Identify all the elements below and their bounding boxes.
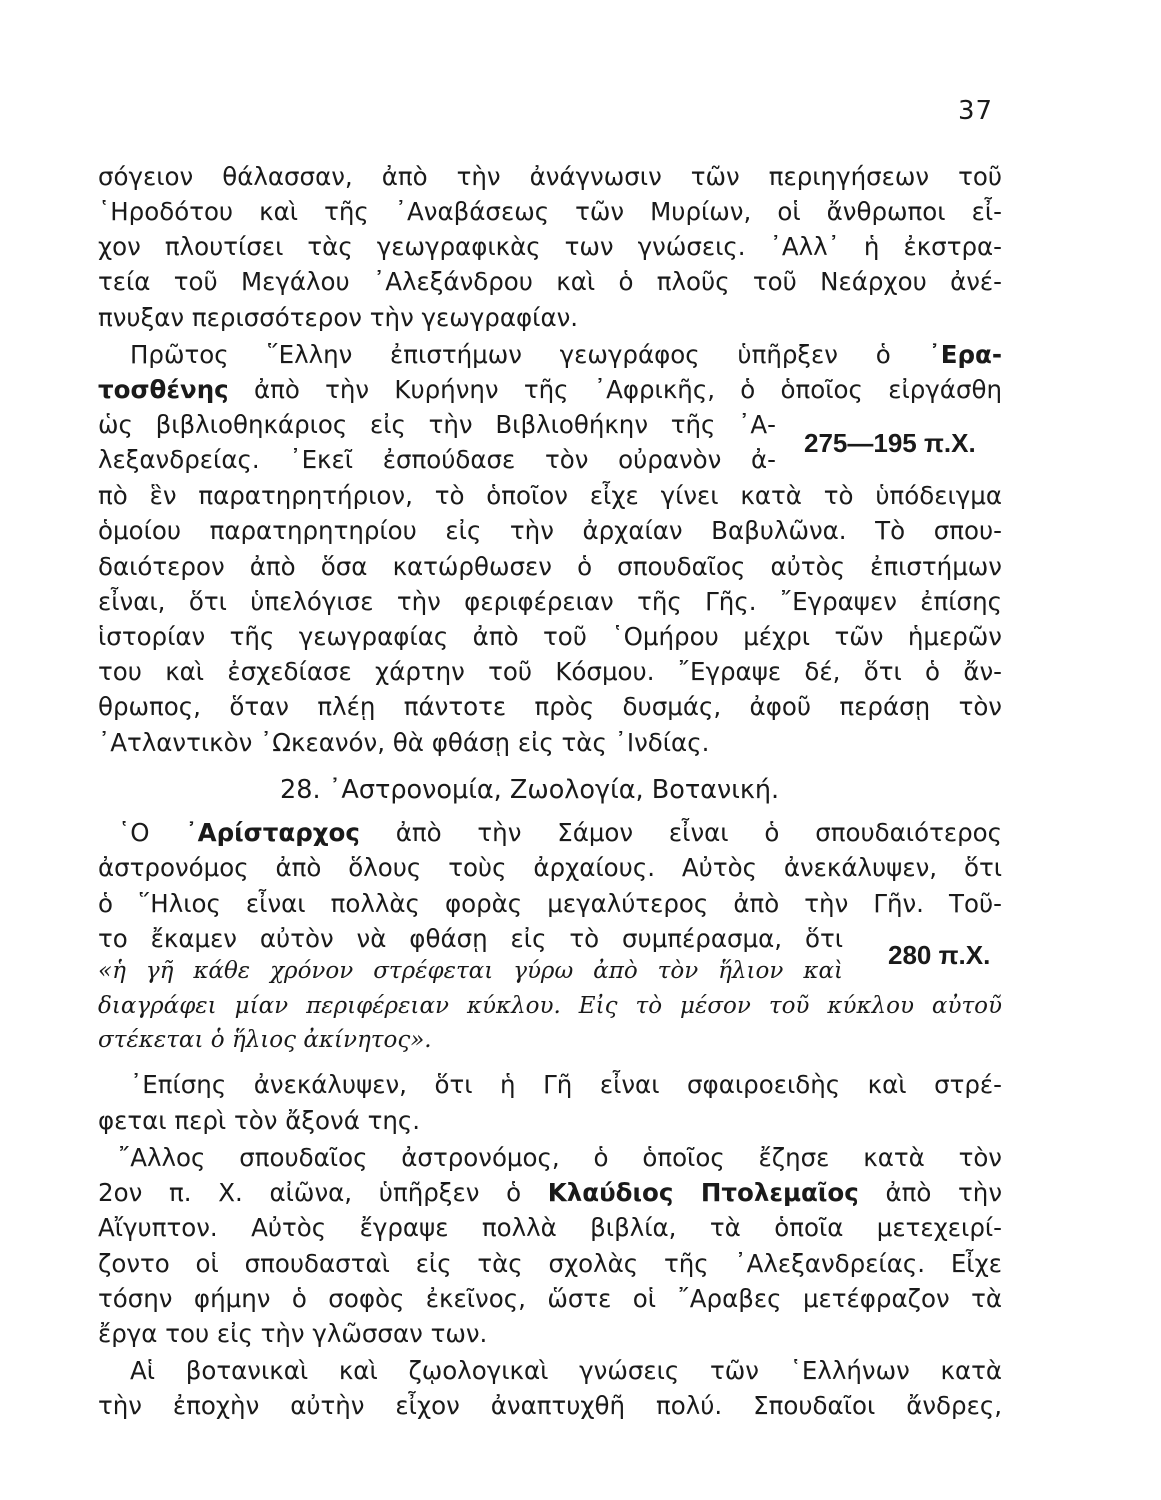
- text-span: ἀπὸ τὴν: [858, 1178, 1003, 1207]
- text-line: [98, 375, 1002, 404]
- text-line: σόγειον θάλασσαν, ἀπὸ τὴν ἀνάγνωσιν τῶν περιηγήσεων τοῦ: [98, 162, 1002, 191]
- text-line: λεξανδρείας. ᾿Εκεῖ ἐσπούδασε τὸν οὐρανὸν ἀ-: [98, 445, 776, 474]
- eratosthenes-name: τοσθένης: [98, 375, 229, 404]
- text-line: θρωπος, ὅταν πλέῃ πάντοτε πρὸς δυσμάς, ἀφοῦ περάσῃ τὸν: [98, 692, 1002, 721]
- text-span: ἀπὸ τὴν Σάμον εἶναι ὁ σπουδαιότερος: [359, 818, 1002, 847]
- text-line: ἱστορίαν τῆς γεωγραφίας ἀπὸ τοῦ ῾Ομήρου μέχρι τῶν ἡμερῶν: [98, 622, 1002, 651]
- text-line: ὁ ῞Ηλιος εἶναι πολλὰς φορὰς μεγαλύτερος ἀπὸ τὴν Γῆν. Τοῦ-: [98, 889, 1002, 918]
- text-span: Πρῶτος ῞Ελλην ἐπιστήμων γεωγράφος ὑπῆρξεν ὁ: [130, 340, 929, 369]
- quote-line: διαγράφει μίαν περιφέρειαν κύκλου. Εἰς τὸ μέσον τοῦ κύκλου αὐτοῦ: [98, 993, 1002, 1019]
- text-line: ζοντο οἱ σπουδασταὶ εἰς τὰς σχολὰς τῆς ᾿Αλεξανδρείας. Εἶχε: [98, 1249, 1002, 1278]
- margin-date: 280 π.Χ.: [888, 940, 991, 970]
- text-line: [118, 818, 1002, 847]
- margin-date: 275—195 π.Χ.: [804, 428, 976, 458]
- text-line: ἀστρονόμος ἀπὸ ὅλους τοὺς ἀρχαίους. Αὐτὸς ἀνεκάλυψεν, ὅτι: [98, 853, 1002, 882]
- text-line: Αἱ βοτανικαὶ καὶ ζῳολογικαὶ γνώσεις τῶν ῾Ελλήνων κατὰ: [130, 1356, 1002, 1385]
- section-heading: 28. ᾿Αστρονομία, Ζωολογία, Βοτανική.: [280, 775, 780, 805]
- aristarchus-name: ᾿Αρίσταρχος: [185, 818, 360, 847]
- text-line: χον πλουτίσει τὰς γεωγραφικὰς των γνώσεις. ᾿Αλλ᾿ ἡ ἐκστρα-: [98, 232, 1002, 261]
- text-line: ῎Αλλος σπουδαῖος ἀστρονόμος, ὁ ὁποῖος ἔζησε κατὰ τὸν: [118, 1143, 1002, 1172]
- text-line: τεία τοῦ Μεγάλου ᾿Αλεξάνδρου καὶ ὁ πλοῦς τοῦ Νεάρχου ἀνέ-: [98, 267, 1002, 296]
- text-line: εἶναι, ὅτι ὑπελόγισε τὴν φεριφέρειαν τῆς Γῆς. ῎Εγραψεν ἐπίσης: [98, 587, 1002, 616]
- text-line: πνυξαν περισσότερον τὴν γεωγραφίαν.: [98, 303, 579, 332]
- page-number: 37: [958, 96, 994, 126]
- text-span: ἀπὸ τὴν Κυρήνην τῆς ᾿Αφρικῆς, ὁ ὁποῖος εἰργάσθη: [228, 375, 1002, 404]
- text-line: ᾿Ατλαντικὸν ᾿Ωκεανόν, θὰ φθάσῃ εἰς τὰς ᾿Ινδίας.: [98, 728, 710, 757]
- text-span: ῾Ο: [118, 818, 186, 847]
- text-line: ῾Ηροδότου καὶ τῆς ᾿Αναβάσεως τῶν Μυρίων, οἱ ἄνθρωποι εἶ-: [98, 197, 1002, 226]
- quote-line: «ἡ γῆ κάθε χρόνον στρέφεται γύρω ἀπὸ τὸν ἥλιον καὶ: [98, 958, 843, 984]
- text-line: τόσην φήμην ὁ σοφὸς ἐκεῖνος, ὥστε οἱ ῎Αραβες μετέφραζον τὰ: [98, 1284, 1002, 1313]
- text-span: 2ον π. Χ. αἰῶνα, ὑπῆρξεν ὁ: [98, 1178, 548, 1207]
- ptolemy-name: Κλαύδιος Πτολεμαῖος: [547, 1178, 859, 1207]
- text-line: τὴν ἐποχὴν αὐτὴν εἶχον ἀναπτυχθῆ πολύ. Σπουδαῖοι ἄνδρες,: [98, 1391, 1002, 1420]
- text-line: ὡς βιβλιοθηκάριος εἰς τὴν Βιβλιοθήκην τῆς ᾿Α-: [98, 410, 776, 439]
- text-line: δαιότερον ἀπὸ ὅσα κατώρθωσεν ὁ σπουδαῖος αὐτὸς ἐπιστήμων: [98, 552, 1002, 581]
- text-line: [98, 1178, 1002, 1207]
- text-line: ἔργα του εἰς τὴν γλῶσσαν των.: [98, 1319, 488, 1348]
- quote-line: στέκεται ὁ ἥλιος ἀκίνητος».: [98, 1027, 432, 1053]
- text-line: το ἔκαμεν αὐτὸν νὰ φθάσῃ εἰς τὸ συμπέρασμα, ὅτι: [98, 924, 843, 953]
- text-line: του καὶ ἐσχεδίασε χάρτην τοῦ Κόσμου. ῎Εγραψε δέ, ὅτι ὁ ἄν-: [98, 657, 1002, 686]
- eratosthenes-name: ᾿Ερα-: [928, 340, 1002, 369]
- text-line: ὁμοίου παρατηρητηρίου εἰς τὴν ἀρχαίαν Βαβυλῶνα. Τὸ σπου-: [98, 516, 1002, 545]
- text-line: πὸ ἓν παρατηρητήριον, τὸ ὁποῖον εἶχε γίνει κατὰ τὸ ὑπόδειγμα: [98, 481, 1002, 510]
- text-line: [130, 340, 1002, 369]
- text-line: ᾿Επίσης ἀνεκάλυψεν, ὅτι ἡ Γῆ εἶναι σφαιροειδὴς καὶ στρέ-: [130, 1070, 1002, 1099]
- text-line: Αἴγυπτον. Αὐτὸς ἔγραψε πολλὰ βιβλία, τὰ ὁποῖα μετεχειρί-: [98, 1213, 1002, 1242]
- text-line: φεται περὶ τὸν ἄξονά της.: [98, 1106, 421, 1135]
